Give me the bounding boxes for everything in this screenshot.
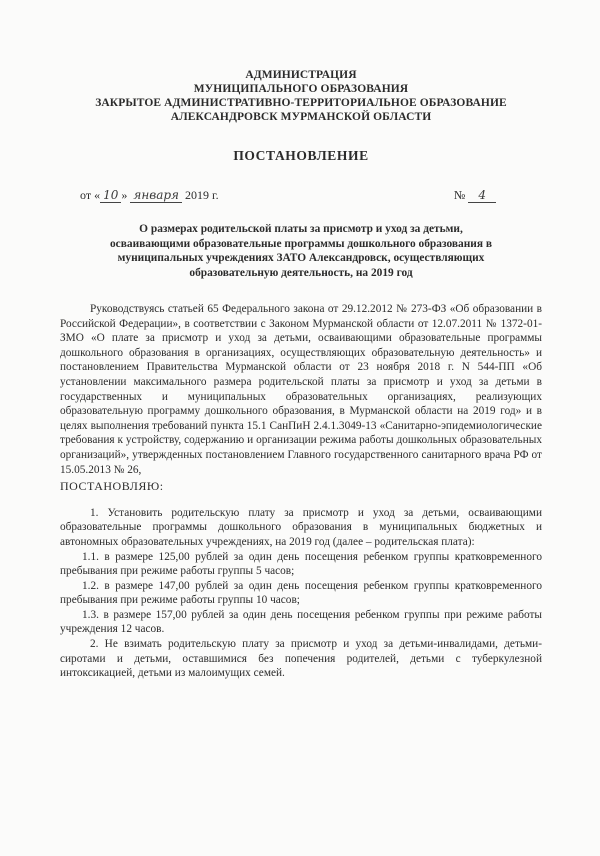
document-title: [60, 222, 542, 280]
title-line-1: О размерах родительской платы за присмотр и уход за детьми,: [139, 223, 463, 235]
header-line-3: ЗАКРЫТОЕ АДМИНИСТРАТИВНО-ТЕРРИТОРИАЛЬНОЕ ОБРАЗОВАНИЕ: [95, 97, 507, 109]
decree-items: [60, 506, 542, 681]
date-prefix: от «: [80, 188, 101, 202]
header-line-1: АДМИНИСТРАЦИЯ: [245, 69, 357, 81]
date-mid: »: [121, 188, 128, 202]
item-1: 1. Установить родительскую плату за присмотр и уход за детьми, осваивающими образовательные программы дошкольного образования в муниципальных бюджетных и автономных образовательных учреждениях, на 2019 год (далее – родительская плата):: [60, 506, 542, 548]
document-type: ПОСТАНОВЛЕНИЕ: [233, 148, 369, 163]
title-line-2: осваивающими образовательные программы дошкольного образования в: [109, 237, 493, 250]
date-day: 10: [100, 189, 121, 203]
item-1-2: 1.2. в размере 147,00 рублей за один день посещения ребенком группы кратковременного пребывания при режиме работы группы 10 часов;: [60, 579, 542, 607]
item-2: 2. Не взимать родительскую плату за присмотр и уход за детьми-инвалидами, детьми-сиротами и детьми, оставшимися без попечения родителей, детьми с туберкулезной интоксикацией, детьми из малоимущих семей.: [60, 638, 542, 680]
document-body: [60, 302, 542, 494]
decree-word: ПОСТАНОВЛЯЮ:: [60, 479, 164, 494]
document-number: [454, 188, 496, 203]
date-number-row: [60, 188, 542, 208]
header-line-4: АЛЕКСАНДРОВСК МУРМАНСКОЙ ОБЛАСТИ: [170, 111, 432, 123]
document-header: [60, 68, 542, 124]
title-line-4: образовательную деятельность, на 2019 год: [189, 266, 413, 279]
preamble-paragraph: Руководствуясь статьей 65 Федерального закона от 29.12.2012 № 273-ФЗ «Об образовании в Российской Федерации», в соответствии с Законом Мурманской области от 12.07.2011 № 1372-01-ЗМО «О плате за присмотр и уход за детьми, осваивающими образовательные программы дошкольного образования в организациях, осуществляющих образовательную деятельность» и постановлением Правительства Мурманской области от 23 ноября 2018 г. N 544-ПП «Об установлении максимального размера родительской платы за присмотр и уход за детьми в государственных и муниципальных образовательных организациях, реализующих образовательную программу дошкольного образования, в Мурманской области на 2019 год» и в целях выполнения требований пункта 15.1 СанПиН 2.4.1.3049-13 «Санитарно-эпидемиологические требования к устройству, содержанию и организации режима работы дошкольных образовательных организаций», утвержденных постановлением Главного государственного санитарного врача РФ от 15.05.2013 № 26,: [60, 303, 542, 476]
document-date: [80, 188, 219, 203]
number-value: 4: [468, 189, 496, 203]
title-line-3: муниципальных учреждениях ЗАТО Александровск, осуществляющих: [117, 252, 485, 264]
date-month: января: [130, 189, 182, 203]
header-line-2: МУНИЦИПАЛЬНОГО ОБРАЗОВАНИЯ: [193, 83, 409, 95]
number-label: №: [453, 188, 466, 202]
item-1-3: 1.3. в размере 157,00 рублей за один день посещения ребенком группы при режиме работы учреждения 12 часов.: [60, 608, 542, 636]
date-year: 2019 г.: [185, 188, 219, 202]
item-1-1: 1.1. в размере 125,00 рублей за один день посещения ребенком группы кратковременного пребывания при режиме работы группы 5 часов;: [60, 550, 542, 578]
